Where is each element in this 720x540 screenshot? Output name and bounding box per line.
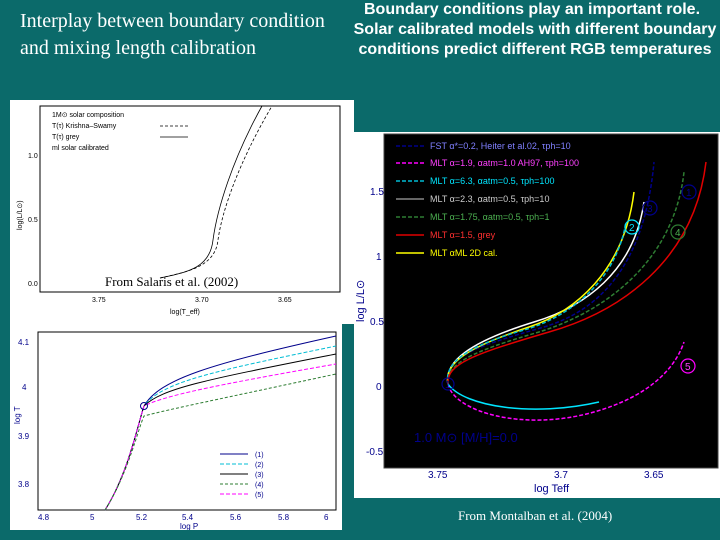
p3-legend-0: FST α*=0.2, Heiter et al.02, τph=10: [430, 141, 571, 151]
p3-legend-4: MLT α=1.75, αatm=0.5, τph=1: [430, 212, 550, 222]
p2-xtick-1: 5: [90, 513, 95, 522]
p1-legend-2: T(τ) grey: [52, 134, 80, 141]
p3-ylabel: log L/L⊙: [355, 279, 367, 322]
p3-marker-3: 3: [647, 204, 653, 215]
p3-ytick-0: 1.5: [370, 187, 384, 198]
logt-logp-svg: [10, 324, 342, 530]
p3-mass-label: 1.0 M⊙ [M/H]=0.0: [414, 430, 518, 445]
p3-legend-6: MLT αML 2D cal.: [430, 248, 498, 258]
p1-ytick-0: 1.0: [28, 153, 38, 160]
p1-legend-1: T(τ) Krishna–Swamy: [52, 123, 117, 130]
p2-ytick-3: 3.8: [18, 480, 30, 489]
p1-xtick-2: 3.65: [278, 297, 292, 304]
p3-legend-1: MLT α=1.9, αatm=1.0 AH97, τph=100: [430, 158, 579, 168]
p1-legend-3: ml solar calibrated: [52, 145, 109, 152]
p2-xtick-0: 4.8: [38, 513, 50, 522]
p1-xtick-0: 3.75: [92, 297, 106, 304]
montalban-hr-plot: [354, 132, 720, 498]
p3-marker-1a: 1: [445, 380, 451, 391]
caption-salaris: From Salaris et al. (2002): [105, 274, 239, 289]
p3-legend-2: MLT α=6.3, αatm=0.5, τph=100: [430, 176, 555, 186]
p2-xtick-2: 5.2: [136, 513, 148, 522]
p2-xtick-4: 5.6: [230, 513, 242, 522]
p3-ytick-4: -0.5: [366, 447, 384, 458]
p1-xlabel: log(T_eff): [170, 309, 200, 316]
p3-marker-5: 5: [685, 362, 691, 373]
p2-legend-3: (4): [255, 482, 264, 489]
p3-xlabel: log Teff: [534, 483, 570, 495]
p2-xtick-3: 5.4: [182, 513, 194, 522]
right-title-line2: Solar calibrated models with different boundary conditions predict different RGB temperatures: [353, 21, 717, 58]
p1-legend-0: 1M⊙ solar composition: [52, 112, 125, 119]
p2-xlabel: log P: [180, 522, 199, 530]
p2-ytick-1: 4: [22, 383, 27, 392]
p1-ytick-2: 0.0: [28, 281, 38, 288]
p1-ylabel: log(L/L⊙): [17, 200, 24, 230]
p2-legend-1: (2): [255, 462, 264, 469]
p2-ytick-2: 3.9: [18, 432, 30, 441]
p2-xtick-5: 5.8: [278, 513, 290, 522]
p3-xtick-1: 3.7: [554, 470, 568, 481]
right-title: [352, 0, 720, 60]
p2-legend-0: (1): [255, 452, 264, 459]
p2-ylabel: log T: [13, 406, 22, 424]
p3-marker-2: 2: [629, 223, 635, 234]
p3-xtick-0: 3.75: [428, 470, 448, 481]
p3-ytick-2: 0.5: [370, 317, 384, 328]
right-title-line1: Boundary conditions play an important role.: [363, 1, 701, 18]
p1-ytick-1: 0.5: [28, 217, 38, 224]
logt-logp-plot: [10, 324, 342, 530]
salaris-hr-svg: [10, 100, 354, 324]
salaris-hr-plot: [10, 100, 354, 324]
left-title: Interplay between boundary condition and mixing length calibration: [20, 10, 325, 59]
p3-legend-5: MLT α=1.5, grey: [430, 230, 496, 240]
p3-legend-3: MLT α=2.3, αatm=0.5, τph=10: [430, 194, 550, 204]
p3-ytick-1: 1: [376, 252, 382, 263]
p3-marker-4: 4: [675, 228, 681, 239]
p1-xtick-1: 3.70: [195, 297, 209, 304]
caption-montalban: From Montalban et al. (2004): [458, 508, 613, 523]
p2-ytick-0: 4.1: [18, 338, 30, 347]
montalban-hr-svg: [354, 132, 720, 498]
p2-legend-4: (5): [255, 492, 264, 499]
p2-xtick-6: 6: [324, 513, 329, 522]
p3-xtick-2: 3.65: [644, 470, 664, 481]
p3-ytick-3: 0: [376, 382, 382, 393]
p3-marker-1: 1: [686, 188, 692, 199]
p2-legend-2: (3): [255, 472, 264, 479]
